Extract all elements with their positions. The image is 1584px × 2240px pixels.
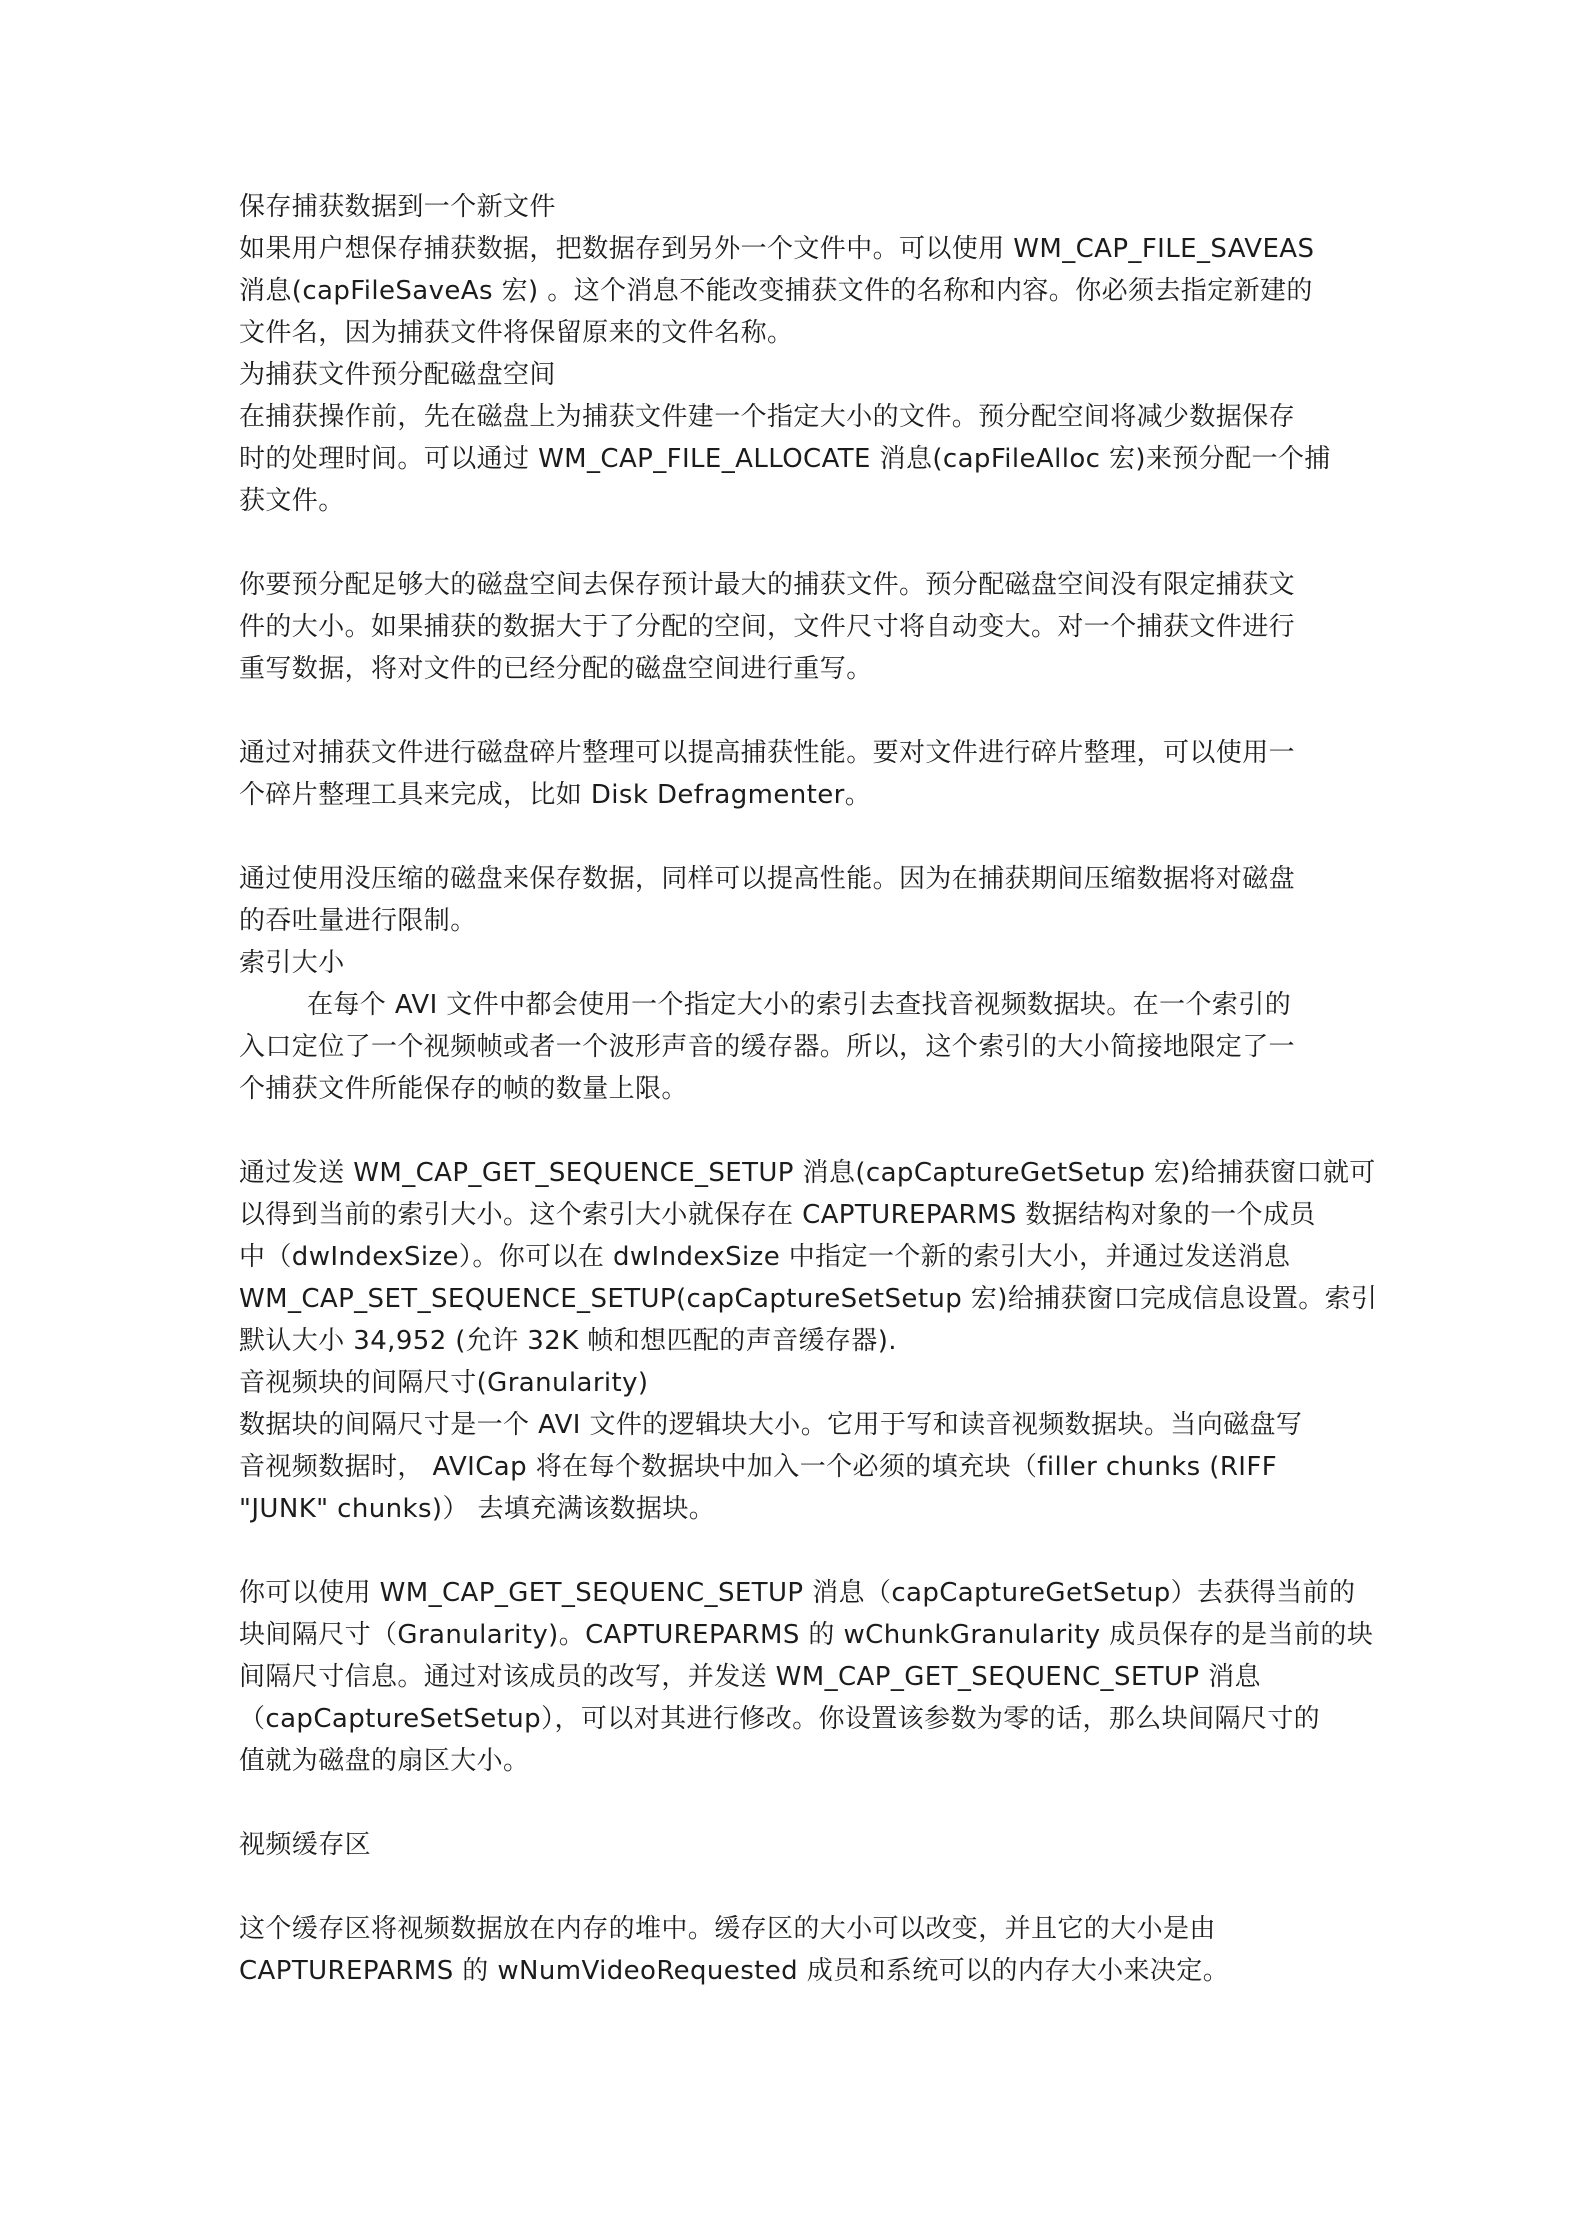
paragraph-line: 这个缓存区将视频数据放在内存的堆中。缓存区的大小可以改变，并且它的大小是由 bbox=[239, 1914, 1216, 1944]
blank-line bbox=[239, 1530, 1359, 1572]
paragraph-line: 重写数据，将对文件的已经分配的磁盘空间进行重写。 bbox=[239, 654, 873, 684]
paragraph bbox=[239, 1152, 1378, 1362]
paragraph-line: 消息(capFileSaveAs 宏) 。这个消息不能改变捕获文件的名称和内容。你必须去指定新建的 bbox=[239, 276, 1313, 306]
paragraph bbox=[239, 732, 1359, 816]
document-page bbox=[239, 186, 1378, 1992]
paragraph-line: 获文件。 bbox=[239, 486, 345, 516]
blank-line bbox=[239, 690, 1359, 732]
paragraph bbox=[239, 228, 1359, 354]
paragraph-line: WM_CAP_SET_SEQUENCE_SETUP(capCaptureSetSetup 宏)给捕获窗口完成信息设置。索引 bbox=[239, 1284, 1378, 1314]
paragraph-line: "JUNK" chunks)） 去填充满该数据块。 bbox=[239, 1494, 716, 1524]
paragraph-line: 中（dwIndexSize）。你可以在 dwIndexSize 中指定一个新的索引大小，并通过发送消息 bbox=[239, 1242, 1291, 1272]
section-heading bbox=[239, 186, 1359, 228]
blank-line bbox=[239, 1110, 1359, 1152]
paragraph-line: 以得到当前的索引大小。这个索引大小就保存在 CAPTUREPARMS 数据结构对象的一个成员 bbox=[239, 1200, 1316, 1230]
paragraph-line: 间隔尺寸信息。通过对该成员的改写，并发送 WM_CAP_GET_SEQUENC_SETUP 消息 bbox=[239, 1662, 1261, 1692]
paragraph-line: 通过发送 WM_CAP_GET_SEQUENCE_SETUP 消息(capCaptureGetSetup 宏)给捕获窗口就可 bbox=[239, 1158, 1376, 1188]
paragraph-line: 你要预分配足够大的磁盘空间去保存预计最大的捕获文件。预分配磁盘空间没有限定捕获文 bbox=[239, 570, 1296, 600]
paragraph bbox=[239, 858, 1359, 942]
heading-text: 为捕获文件预分配磁盘空间 bbox=[239, 360, 556, 390]
heading-text: 音视频块的间隔尺寸(Granularity) bbox=[239, 1368, 649, 1398]
blank-line bbox=[239, 1782, 1359, 1824]
blank-line bbox=[239, 522, 1359, 564]
paragraph-line: 件的大小。如果捕获的数据大于了分配的空间，文件尺寸将自动变大。对一个捕获文件进行 bbox=[239, 612, 1296, 642]
paragraph-line: 在每个 AVI 文件中都会使用一个指定大小的索引去查找音视频数据块。在一个索引的 bbox=[307, 990, 1292, 1020]
section-heading bbox=[239, 1824, 1359, 1866]
paragraph-line: 入口定位了一个视频帧或者一个波形声音的缓存器。所以，这个索引的大小简接地限定了一 bbox=[239, 1032, 1296, 1062]
paragraph-line: 时的处理时间。可以通过 WM_CAP_FILE_ALLOCATE 消息(capFileAlloc 宏)来预分配一个捕 bbox=[239, 444, 1331, 474]
paragraph-line: 值就为磁盘的扇区大小。 bbox=[239, 1746, 530, 1776]
paragraph-line: CAPTUREPARMS 的 wNumVideoRequested 成员和系统可以的内存大小来决定。 bbox=[239, 1956, 1230, 1986]
paragraph-line: 块间隔尺寸（Granularity)。CAPTUREPARMS 的 wChunkGranularity 成员保存的是当前的块 bbox=[239, 1620, 1374, 1650]
heading-text: 视频缓存区 bbox=[239, 1830, 372, 1860]
section-heading bbox=[239, 1362, 1359, 1404]
paragraph bbox=[239, 1404, 1359, 1530]
paragraph-line: 通过对捕获文件进行磁盘碎片整理可以提高捕获性能。要对文件进行碎片整理，可以使用一 bbox=[239, 738, 1296, 768]
heading-text: 索引大小 bbox=[239, 948, 345, 978]
paragraph-line: 你可以使用 WM_CAP_GET_SEQUENC_SETUP 消息（capCaptureGetSetup）去获得当前的 bbox=[239, 1578, 1356, 1608]
paragraph-line: 的吞吐量进行限制。 bbox=[239, 906, 477, 936]
paragraph bbox=[239, 1572, 1374, 1782]
paragraph bbox=[239, 564, 1359, 690]
blank-line bbox=[239, 1866, 1359, 1908]
paragraph bbox=[239, 396, 1359, 522]
blank-line bbox=[239, 816, 1359, 858]
section-heading bbox=[239, 354, 1359, 396]
heading-text: 保存捕获数据到一个新文件 bbox=[239, 192, 556, 222]
paragraph-line: 个碎片整理工具来完成，比如 Disk Defragmenter。 bbox=[239, 780, 872, 810]
paragraph-line: 数据块的间隔尺寸是一个 AVI 文件的逻辑块大小。它用于写和读音视频数据块。当向磁盘写 bbox=[239, 1410, 1303, 1440]
paragraph-line: 个捕获文件所能保存的帧的数量上限。 bbox=[239, 1074, 688, 1104]
paragraph-line: 默认大小 34,952 (允许 32K 帧和想匹配的声音缓存器). bbox=[239, 1326, 897, 1356]
section-heading bbox=[239, 942, 1359, 984]
paragraph-line: （capCaptureSetSetup），可以对其进行修改。你设置该参数为零的话，那么块间隔尺寸的 bbox=[239, 1704, 1321, 1734]
paragraph bbox=[239, 984, 1359, 1110]
paragraph bbox=[239, 1908, 1359, 1992]
paragraph-line: 在捕获操作前，先在磁盘上为捕获文件建一个指定大小的文件。预分配空间将减少数据保存 bbox=[239, 402, 1296, 432]
paragraph-line: 通过使用没压缩的磁盘来保存数据，同样可以提高性能。因为在捕获期间压缩数据将对磁盘 bbox=[239, 864, 1296, 894]
paragraph-line: 文件名，因为捕获文件将保留原来的文件名称。 bbox=[239, 318, 794, 348]
paragraph-line: 如果用户想保存捕获数据，把数据存到另外一个文件中。可以使用 WM_CAP_FILE_SAVEAS bbox=[239, 234, 1315, 264]
paragraph-line: 音视频数据时， AVICap 将在每个数据块中加入一个必须的填充块（filler chunks (RIFF bbox=[239, 1452, 1278, 1482]
